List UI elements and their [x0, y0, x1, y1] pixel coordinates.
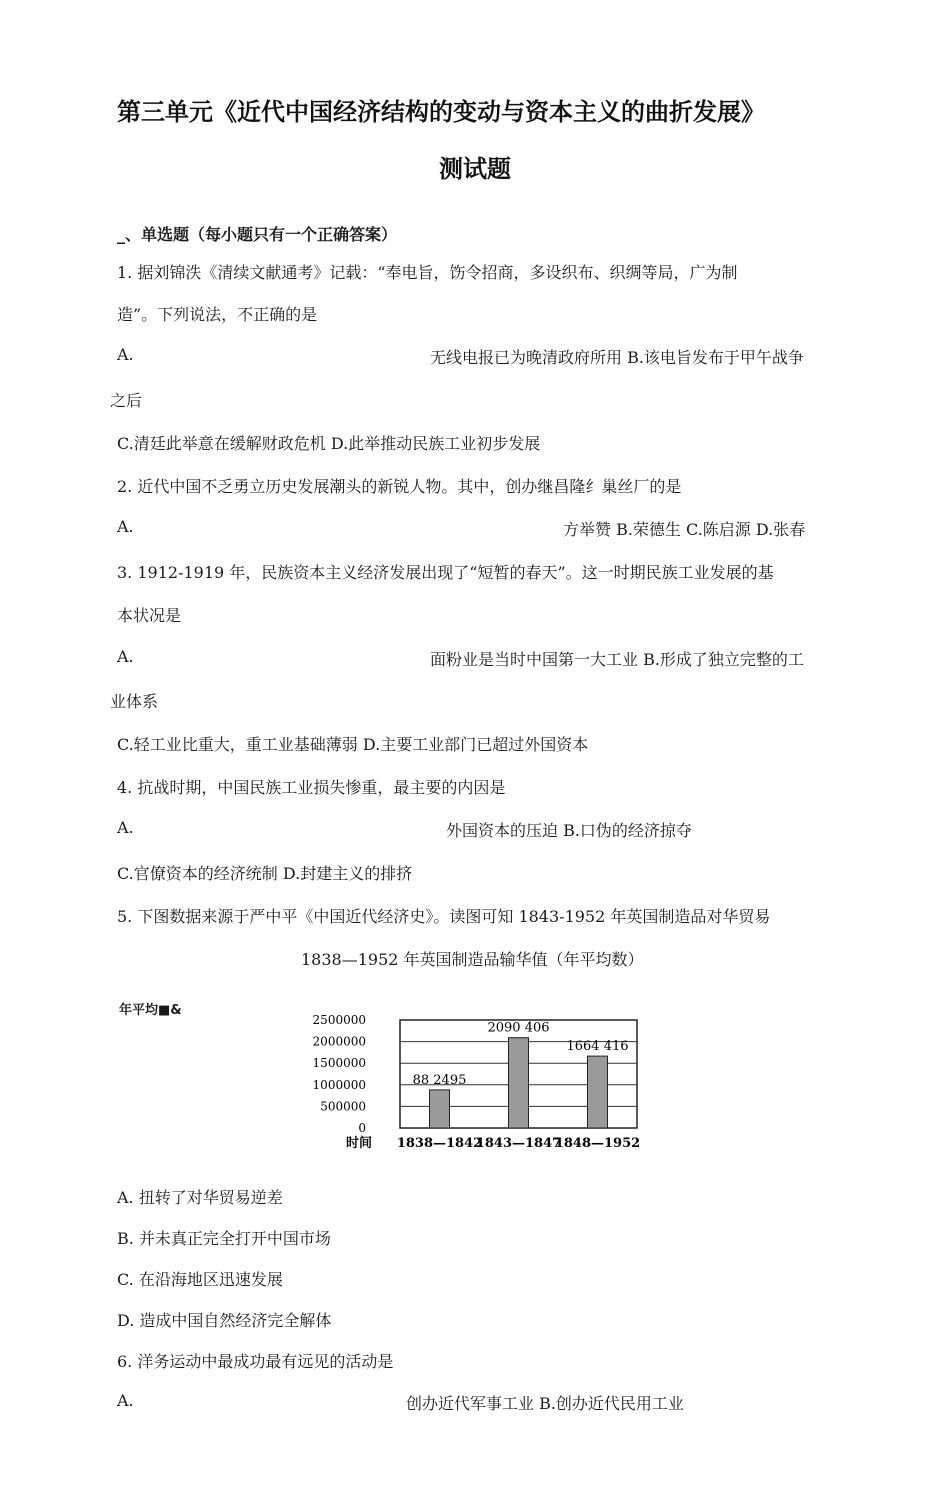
q2-options: 方举赞 B.荣德生 C.陈启源 D.张春	[563, 520, 806, 539]
doc-title-line1: 第三单元《近代中国经济结构的变动与资本主义的曲折发展》	[117, 98, 765, 126]
chart-value-label: 2090 406	[487, 1020, 550, 1036]
q1-stem-line1: 1. 据刘锦泆《清续文献通考》记载：“奉电旨，饬令招商，多设织布、织绸等局，广为制	[117, 263, 738, 282]
chart-x-tick-label: 1843—1847	[475, 1136, 562, 1151]
bar-chart	[310, 1010, 650, 1155]
q3-options-cd: C.轻工业比重大，重工业基础薄弱 D.主要工业部门已超过外国资本	[117, 735, 589, 754]
doc-title-line2: 测试题	[439, 155, 511, 183]
chart-value-label: 88 2495	[412, 1072, 467, 1088]
q1-options-cd: C.清廷此举意在缓解财政危机 D.此举推动民族工业初步发展	[117, 434, 541, 453]
q4-options-ab: 外国资本的压迫 B.口伪的经济掠夺	[446, 821, 692, 840]
chart-x-tick-label: 1838—1842	[396, 1136, 483, 1151]
chart-bar	[509, 1038, 529, 1128]
chart-y-tick-label: 1500000	[312, 1056, 366, 1071]
chart-y-tick-label: 2500000	[312, 1013, 366, 1027]
q4-options-cd: C.官僚资本的经济统制 D.封建主义的排挤	[117, 864, 413, 883]
q5-option-d: D. 造成中国自然经济完全解体	[117, 1311, 332, 1330]
chart-y-ticks	[313, 1013, 366, 1135]
q4-option-a-label: A.	[117, 818, 134, 837]
q2-option-a-label: A.	[117, 517, 134, 536]
q3-options-ab-wrap: 业体系	[110, 692, 159, 711]
q5-option-b: B. 并未真正完全打开中国市场	[117, 1229, 331, 1248]
q5-stem: 5. 下图数据来源于严中平《中国近代经济史》。读图可知 1843-1952 年英国制造品对华贸易	[117, 907, 771, 926]
q5-option-a: A. 扭转了对华贸易逆差	[117, 1188, 283, 1207]
chart-y-tick-label: 500000	[320, 1099, 366, 1114]
chart-x-axis-label: 时间	[346, 1136, 373, 1151]
chart-y-tick-label: 1000000	[312, 1077, 366, 1092]
chart-caption: 1838—1952 年英国制造品输华值（年平均数）	[301, 950, 644, 969]
q6-option-a-label: A.	[117, 1391, 134, 1410]
chart-bar	[430, 1090, 450, 1128]
q1-options-ab: 无线电报已为晚清政府所用 B.该电旨发布于甲午战争	[430, 348, 804, 367]
chart-value-label: 1664 416	[566, 1039, 629, 1055]
q1-stem-line2: 造”。下列说法，不正确的是	[117, 305, 318, 324]
q3-options-ab: 面粉业是当时中国第一大工业 B.形成了独立完整的工	[430, 650, 804, 669]
chart-y-tick-label: 0	[358, 1121, 366, 1135]
chart-y-unit-label: 年平均■&	[119, 1003, 182, 1018]
q3-stem-line1: 3. 1912-1919 年，民族资本主义经济发展出现了“短暂的春天”。这一时期民族工业发展的基	[117, 563, 774, 582]
q3-option-a-label: A.	[117, 647, 134, 666]
section-heading: _、单选题（每小题只有一个正确答案）	[117, 225, 398, 244]
q6-stem: 6. 洋务运动中最成功最有远见的活动是	[117, 1352, 394, 1371]
chart-y-tick-label: 2000000	[312, 1034, 366, 1049]
q4-stem: 4. 抗战时期，中国民族工业损失惨重，最主要的内因是	[117, 778, 506, 797]
chart-x-tick-label: 1848—1952	[554, 1136, 641, 1151]
chart-x-ticks	[397, 1136, 640, 1151]
q2-stem: 2. 近代中国不乏勇立历史发展潮头的新锐人物。其中，创办继昌隆纟巢丝厂的是	[117, 477, 682, 496]
q5-option-c: C. 在沿海地区迅速发展	[117, 1270, 283, 1289]
q3-stem-line2: 本状况是	[117, 606, 182, 625]
chart-bar	[588, 1056, 608, 1128]
q1-options-ab-wrap: 之后	[110, 391, 143, 410]
q1-option-a-label: A.	[117, 345, 134, 364]
q6-options-ab: 创办近代军事工业 B.创办近代民用工业	[406, 1394, 684, 1413]
